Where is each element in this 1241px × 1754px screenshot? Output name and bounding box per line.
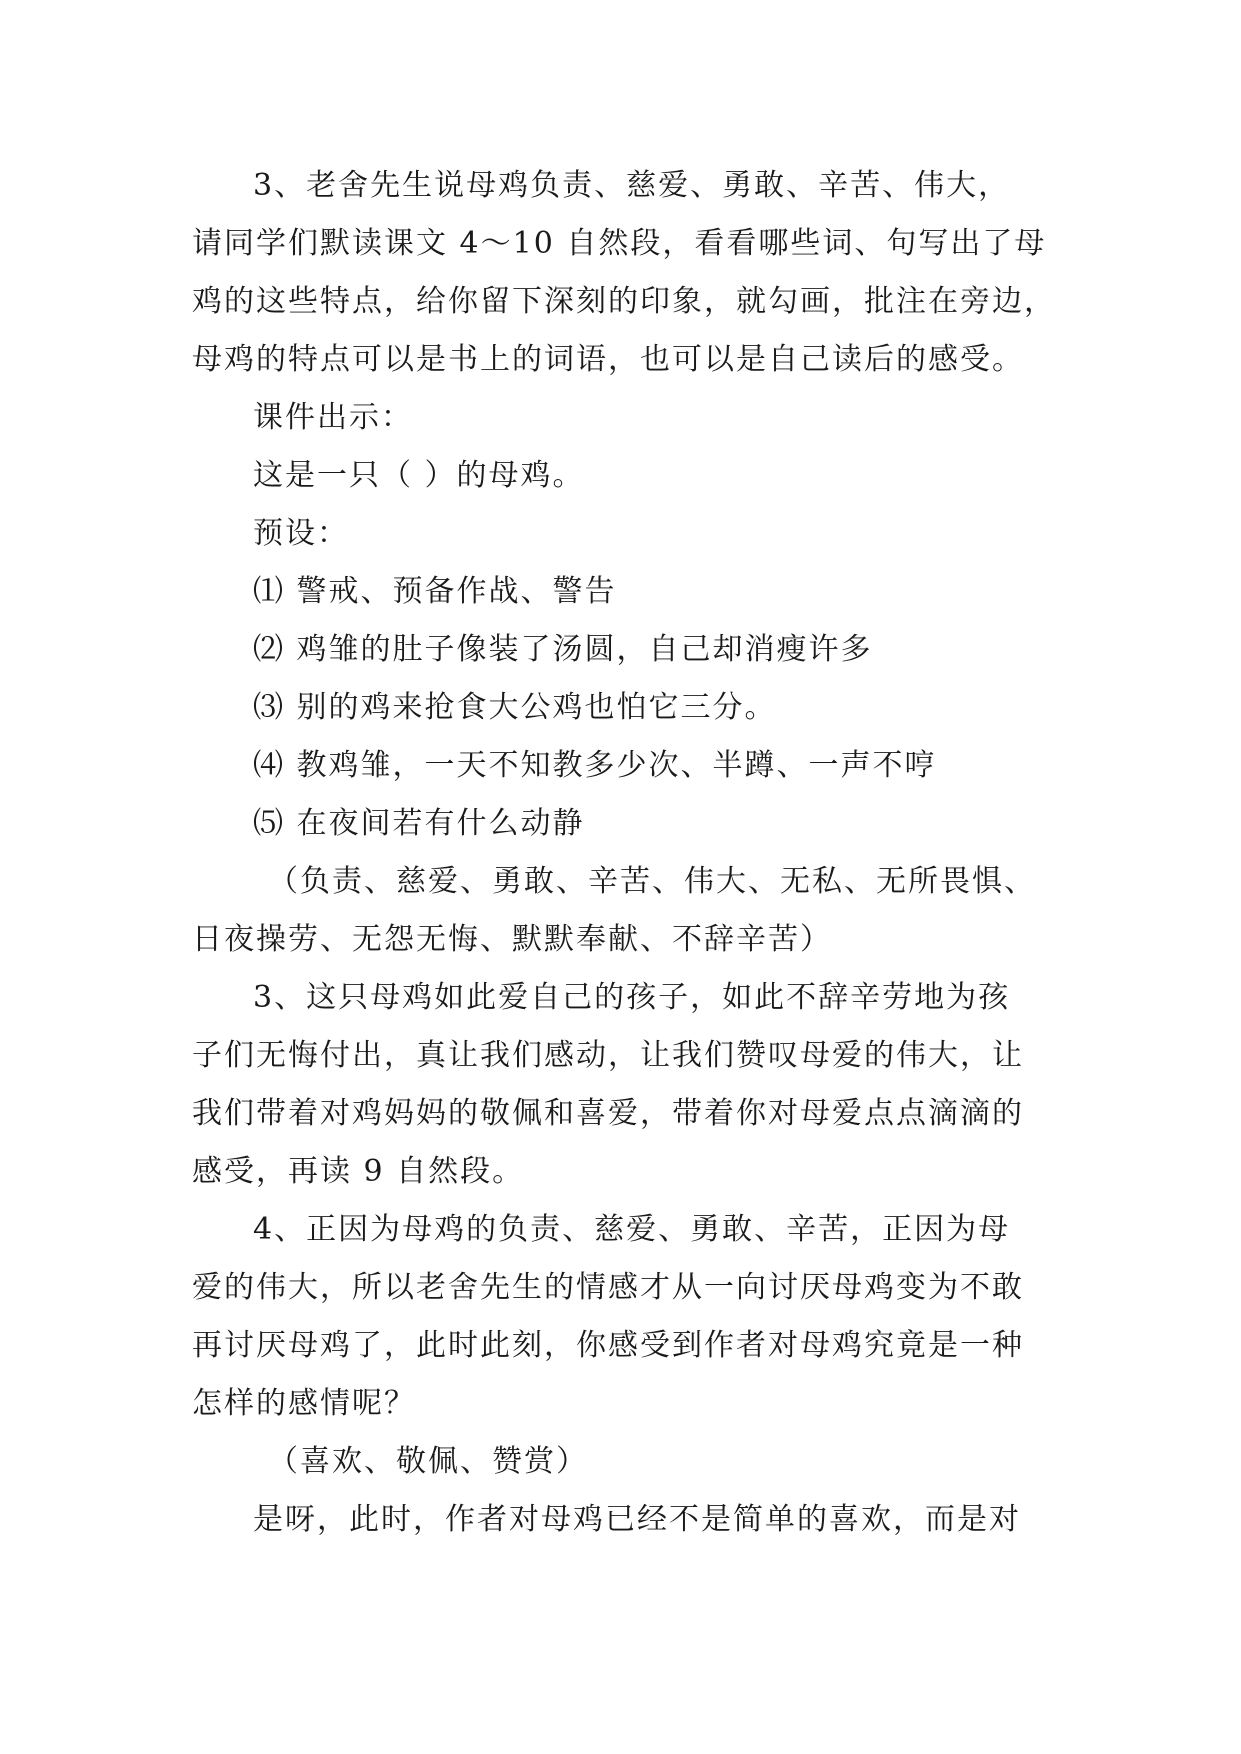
text-line: 再讨厌母鸡了，此时此刻，你感受到作者对母鸡究竟是一种 [192,1328,1024,1363]
text-line: 日夜操劳、无怨无悔、默默奉献、不辞辛苦） [192,922,832,957]
text-line: （负责、慈爱、勇敢、辛苦、伟大、无私、无所畏惧、 [268,864,1036,899]
text-line: 怎样的感情呢？ [192,1386,416,1421]
text-line: 3、老舍先生说母鸡负责、慈爱、勇敢、辛苦、伟大， [253,168,1011,203]
text-line: 爱的伟大，所以老舍先生的情感才从一向讨厌母鸡变为不敢 [192,1270,1024,1305]
list-item: ⑷ 教鸡雏，一天不知教多少次、半蹲、一声不哼 [253,748,937,783]
list-item: ⑸ 在夜间若有什么动静 [253,806,585,841]
list-item: ⑴ 警戒、预备作战、警告 [253,574,617,609]
text-line: 这是一只（ ）的母鸡。 [253,458,585,493]
text-line: 请同学们默读课文 4～10 自然段，看看哪些词、句写出了母 [192,226,1047,261]
text-line: 感受，再读 9 自然段。 [192,1154,525,1189]
list-item: ⑶ 别的鸡来抢食大公鸡也怕它三分。 [253,690,777,725]
text-line: 鸡的这些特点，给你留下深刻的印象，就勾画，批注在旁边， [192,284,1056,319]
text-line: 课件出示： [253,400,413,435]
text-line: （喜欢、敬佩、赞赏） [268,1444,588,1479]
text-line: 母鸡的特点可以是书上的词语，也可以是自己读后的感受。 [192,342,1024,377]
text-line: 是呀，此时，作者对母鸡已经不是简单的喜欢，而是对 [253,1502,1021,1537]
text-line: 4、正因为母鸡的负责、慈爱、勇敢、辛苦，正因为母 [253,1212,1011,1247]
text-line: 预设： [253,516,349,551]
text-line: 3、这只母鸡如此爱自己的孩子，如此不辞辛劳地为孩 [253,980,1011,1015]
text-line: 子们无悔付出，真让我们感动，让我们赞叹母爱的伟大，让 [192,1038,1024,1073]
list-item: ⑵ 鸡雏的肚子像装了汤圆，自己却消瘦许多 [253,632,873,667]
text-line: 我们带着对鸡妈妈的敬佩和喜爱，带着你对母爱点点滴滴的 [192,1096,1024,1131]
